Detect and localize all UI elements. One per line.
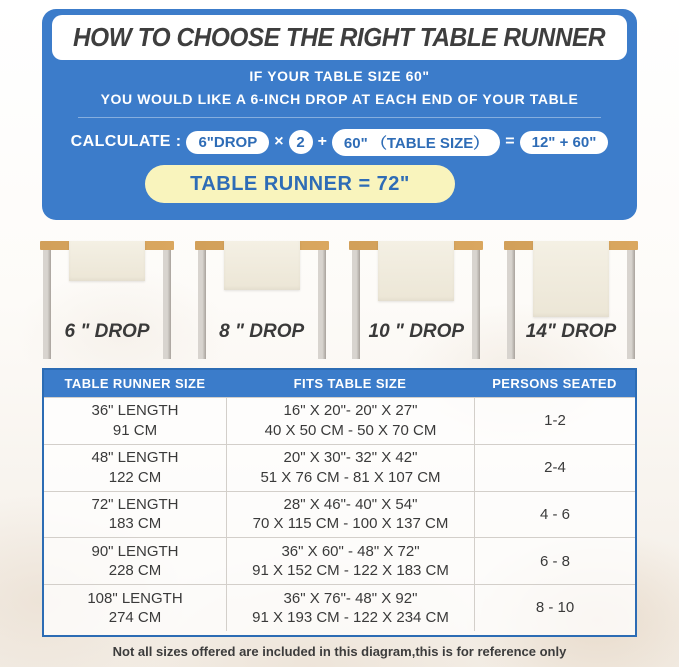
drop-label-10in: 10 " DROP <box>368 321 465 342</box>
table-row <box>44 444 635 491</box>
subtitle <box>42 68 637 107</box>
calculate-label: CALCULATE : <box>70 133 182 150</box>
runner-size-cell: 108" LENGTH 274 CM <box>87 589 183 627</box>
runner-size-cell: 90" LENGTH 228 CM <box>91 542 179 580</box>
subtitle-line-2: YOU WOULD LIKE A 6-INCH DROP AT EACH END OF YOUR TABLE <box>100 91 579 107</box>
table-figure-6in <box>40 241 174 363</box>
runner-14in <box>533 241 609 317</box>
column-header-fits-table-size: FITS TABLE SIZE <box>293 376 407 391</box>
column-header-persons-seated: PERSONS SEATED <box>492 376 617 391</box>
table-figure-8in <box>195 241 329 363</box>
equals-sign: = <box>505 133 515 150</box>
persons-cell: 6 - 8 <box>474 538 635 584</box>
table-row <box>44 397 635 444</box>
drop-label-14in: 14" DROP <box>525 321 617 342</box>
runner-result-pill: TABLE RUNNER = 72" <box>145 165 455 203</box>
title-box <box>52 15 627 60</box>
runner-size-cell: 48" LENGTH 122 CM <box>91 449 179 486</box>
runner-6in <box>69 241 145 281</box>
fits-size-cell: 36" X 60" - 48" X 72" 91 X 152 CM - 122 X 183 CM <box>226 538 474 584</box>
fits-size-cell: 28" X 46"- 40" X 54" 70 X 115 CM - 100 X 137 CM <box>226 492 474 538</box>
table-size-pill: 60" （TABLE SIZE） <box>332 129 500 156</box>
persons-cell: 8 - 10 <box>474 585 635 631</box>
size-reference-table <box>42 368 637 637</box>
fits-size-cell: 16" X 20"- 20" X 27" 40 X 50 CM - 50 X 70 CM <box>226 398 474 444</box>
multiplier-badge: 2 <box>289 130 313 154</box>
persons-cell: 2-4 <box>474 445 635 491</box>
drop-illustrations <box>40 241 638 363</box>
calculation-formula <box>42 126 637 158</box>
runner-8in <box>224 241 300 290</box>
runner-size-cell: 36" LENGTH 91 CM <box>91 402 179 439</box>
column-header-runner-size: TABLE RUNNER SIZE <box>64 376 206 391</box>
runner-size-cell: 72" LENGTH 183 CM <box>91 495 179 533</box>
subtitle-line-1: IF YOUR TABLE SIZE 60" <box>249 68 430 84</box>
page-title: HOW TO CHOOSE THE RIGHT TABLE RUNNER <box>73 22 606 52</box>
runner-10in <box>378 241 454 301</box>
table-row <box>44 491 635 538</box>
times-sign: × <box>274 133 284 150</box>
table-header-row <box>44 370 635 397</box>
drop-label-8in: 8 " DROP <box>219 321 305 342</box>
plus-sign: + <box>317 133 327 150</box>
sum-pill: 12" + 60" <box>520 131 609 154</box>
table-figure-14in <box>504 241 638 363</box>
fits-size-cell: 20" X 30"- 32" X 42" 51 X 76 CM - 81 X 107 CM <box>226 445 474 491</box>
disclaimer-note: Not all sizes offered are included in this diagram,this is for reference only <box>112 644 567 659</box>
fits-size-cell: 36" X 76"- 48" X 92" 91 X 193 CM - 122 X 234 CM <box>226 585 474 631</box>
drop-pill: 6"DROP <box>186 131 269 154</box>
table-figure-10in <box>349 241 483 363</box>
persons-cell: 1-2 <box>474 398 635 444</box>
header-panel <box>42 9 637 220</box>
table-row <box>44 537 635 584</box>
drop-label-6in: 6 " DROP <box>64 321 150 342</box>
divider <box>78 117 601 118</box>
table-row <box>44 584 635 631</box>
persons-cell: 4 - 6 <box>474 492 635 538</box>
